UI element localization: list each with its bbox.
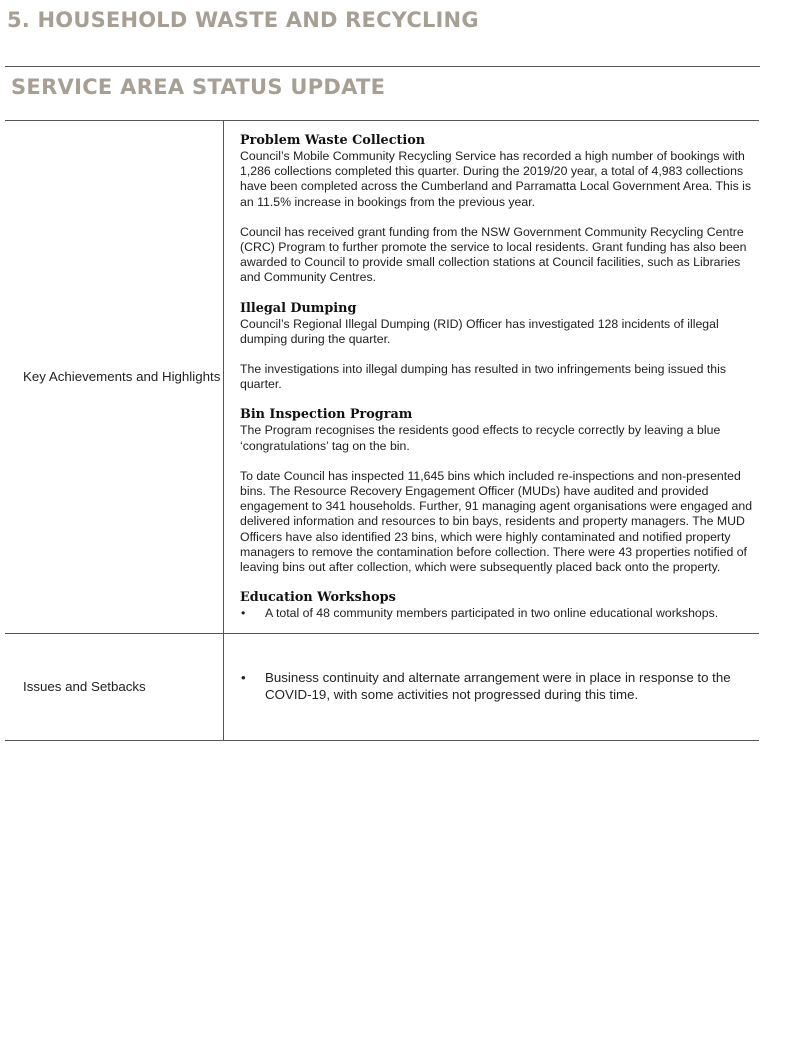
paragraph: To date Council has inspected 11,645 bins which included re-inspections and non-presented bins. The Resource Recovery Engagement Officer (MUDs) have audited and provided engagement to 341 households. Further, 91 managing agent organisations were engaged and delivered information and resources to bin bays, residents and property managers. The MUD Officers have also identified 23 bins, which were highly contaminated and notified property managers to remove the contamination before collection. There were 43 properties notified of leaving bins out after collection, which were subsequently placed back onto the property. — [240, 468, 753, 575]
bullet-marker: • — [241, 606, 246, 621]
heading-education-workshops: Education Workshops — [240, 590, 396, 606]
list-item — [240, 669, 755, 704]
document-title: 5. HOUSEHOLD WASTE AND RECYCLING — [7, 8, 479, 32]
row-content-key-achievements — [224, 121, 760, 634]
table-row-issues-setbacks — [5, 634, 759, 741]
heading-illegal-dumping: Illegal Dumping — [240, 300, 357, 316]
list-item — [240, 606, 755, 621]
title-divider — [5, 66, 760, 67]
bullet-marker: • — [241, 669, 246, 685]
section-title: SERVICE AREA STATUS UPDATE — [11, 75, 386, 99]
paragraph: The investigations into illegal dumping has resulted in two infringements being issued this quarter. — [240, 362, 727, 392]
heading-problem-waste-collection: Problem Waste Collection — [240, 133, 426, 148]
paragraph: Council’s Regional Illegal Dumping (RID) Officer has investigated 128 incidents of illegal dumping during the quarter. — [240, 316, 719, 346]
paragraph: Council has received grant funding from the NSW Government Community Recycling Centre (CRC) Program to further promote the service to local residents. Grant funding has also been awarded to Council to provide small collection stations at Council facilities, such as Libraries and Community Centres. — [240, 224, 747, 285]
row-label-issues-setbacks: Issues and Setbacks — [5, 634, 224, 741]
block-bin-inspection-program — [240, 407, 755, 575]
block-problem-waste-collection — [240, 133, 755, 286]
table-row-key-achievements — [5, 121, 759, 634]
paragraph: The Program recognises the residents good effects to recycle correctly by leaving a blue ‘congratulations’ tag on the bin. — [240, 423, 721, 453]
status-update-table — [5, 120, 759, 741]
list-item-text: Business continuity and alternate arrangement were in place in response to the COVID-19, with some activities not progressed during this time. — [265, 669, 731, 703]
list-item-text: A total of 48 community members participated in two online educational workshops. — [265, 606, 719, 621]
heading-bin-inspection-program: Bin Inspection Program — [240, 407, 413, 423]
block-education-workshops — [240, 590, 755, 621]
row-label-key-achievements: Key Achievements and Highlights — [5, 121, 224, 634]
bullet-list — [240, 669, 755, 704]
bullet-list — [240, 606, 755, 621]
row-content-issues-setbacks — [224, 634, 760, 741]
block-illegal-dumping — [240, 301, 755, 393]
paragraph: Council’s Mobile Community Recycling Service has recorded a high number of bookings with 1,286 collections completed this quarter. During the 2019/20 year, a total of 4,983 collections have been completed across the Cumberland and Parramatta Local Government Area. This is an 11.5% increase in bookings from the previous year. — [240, 149, 752, 209]
